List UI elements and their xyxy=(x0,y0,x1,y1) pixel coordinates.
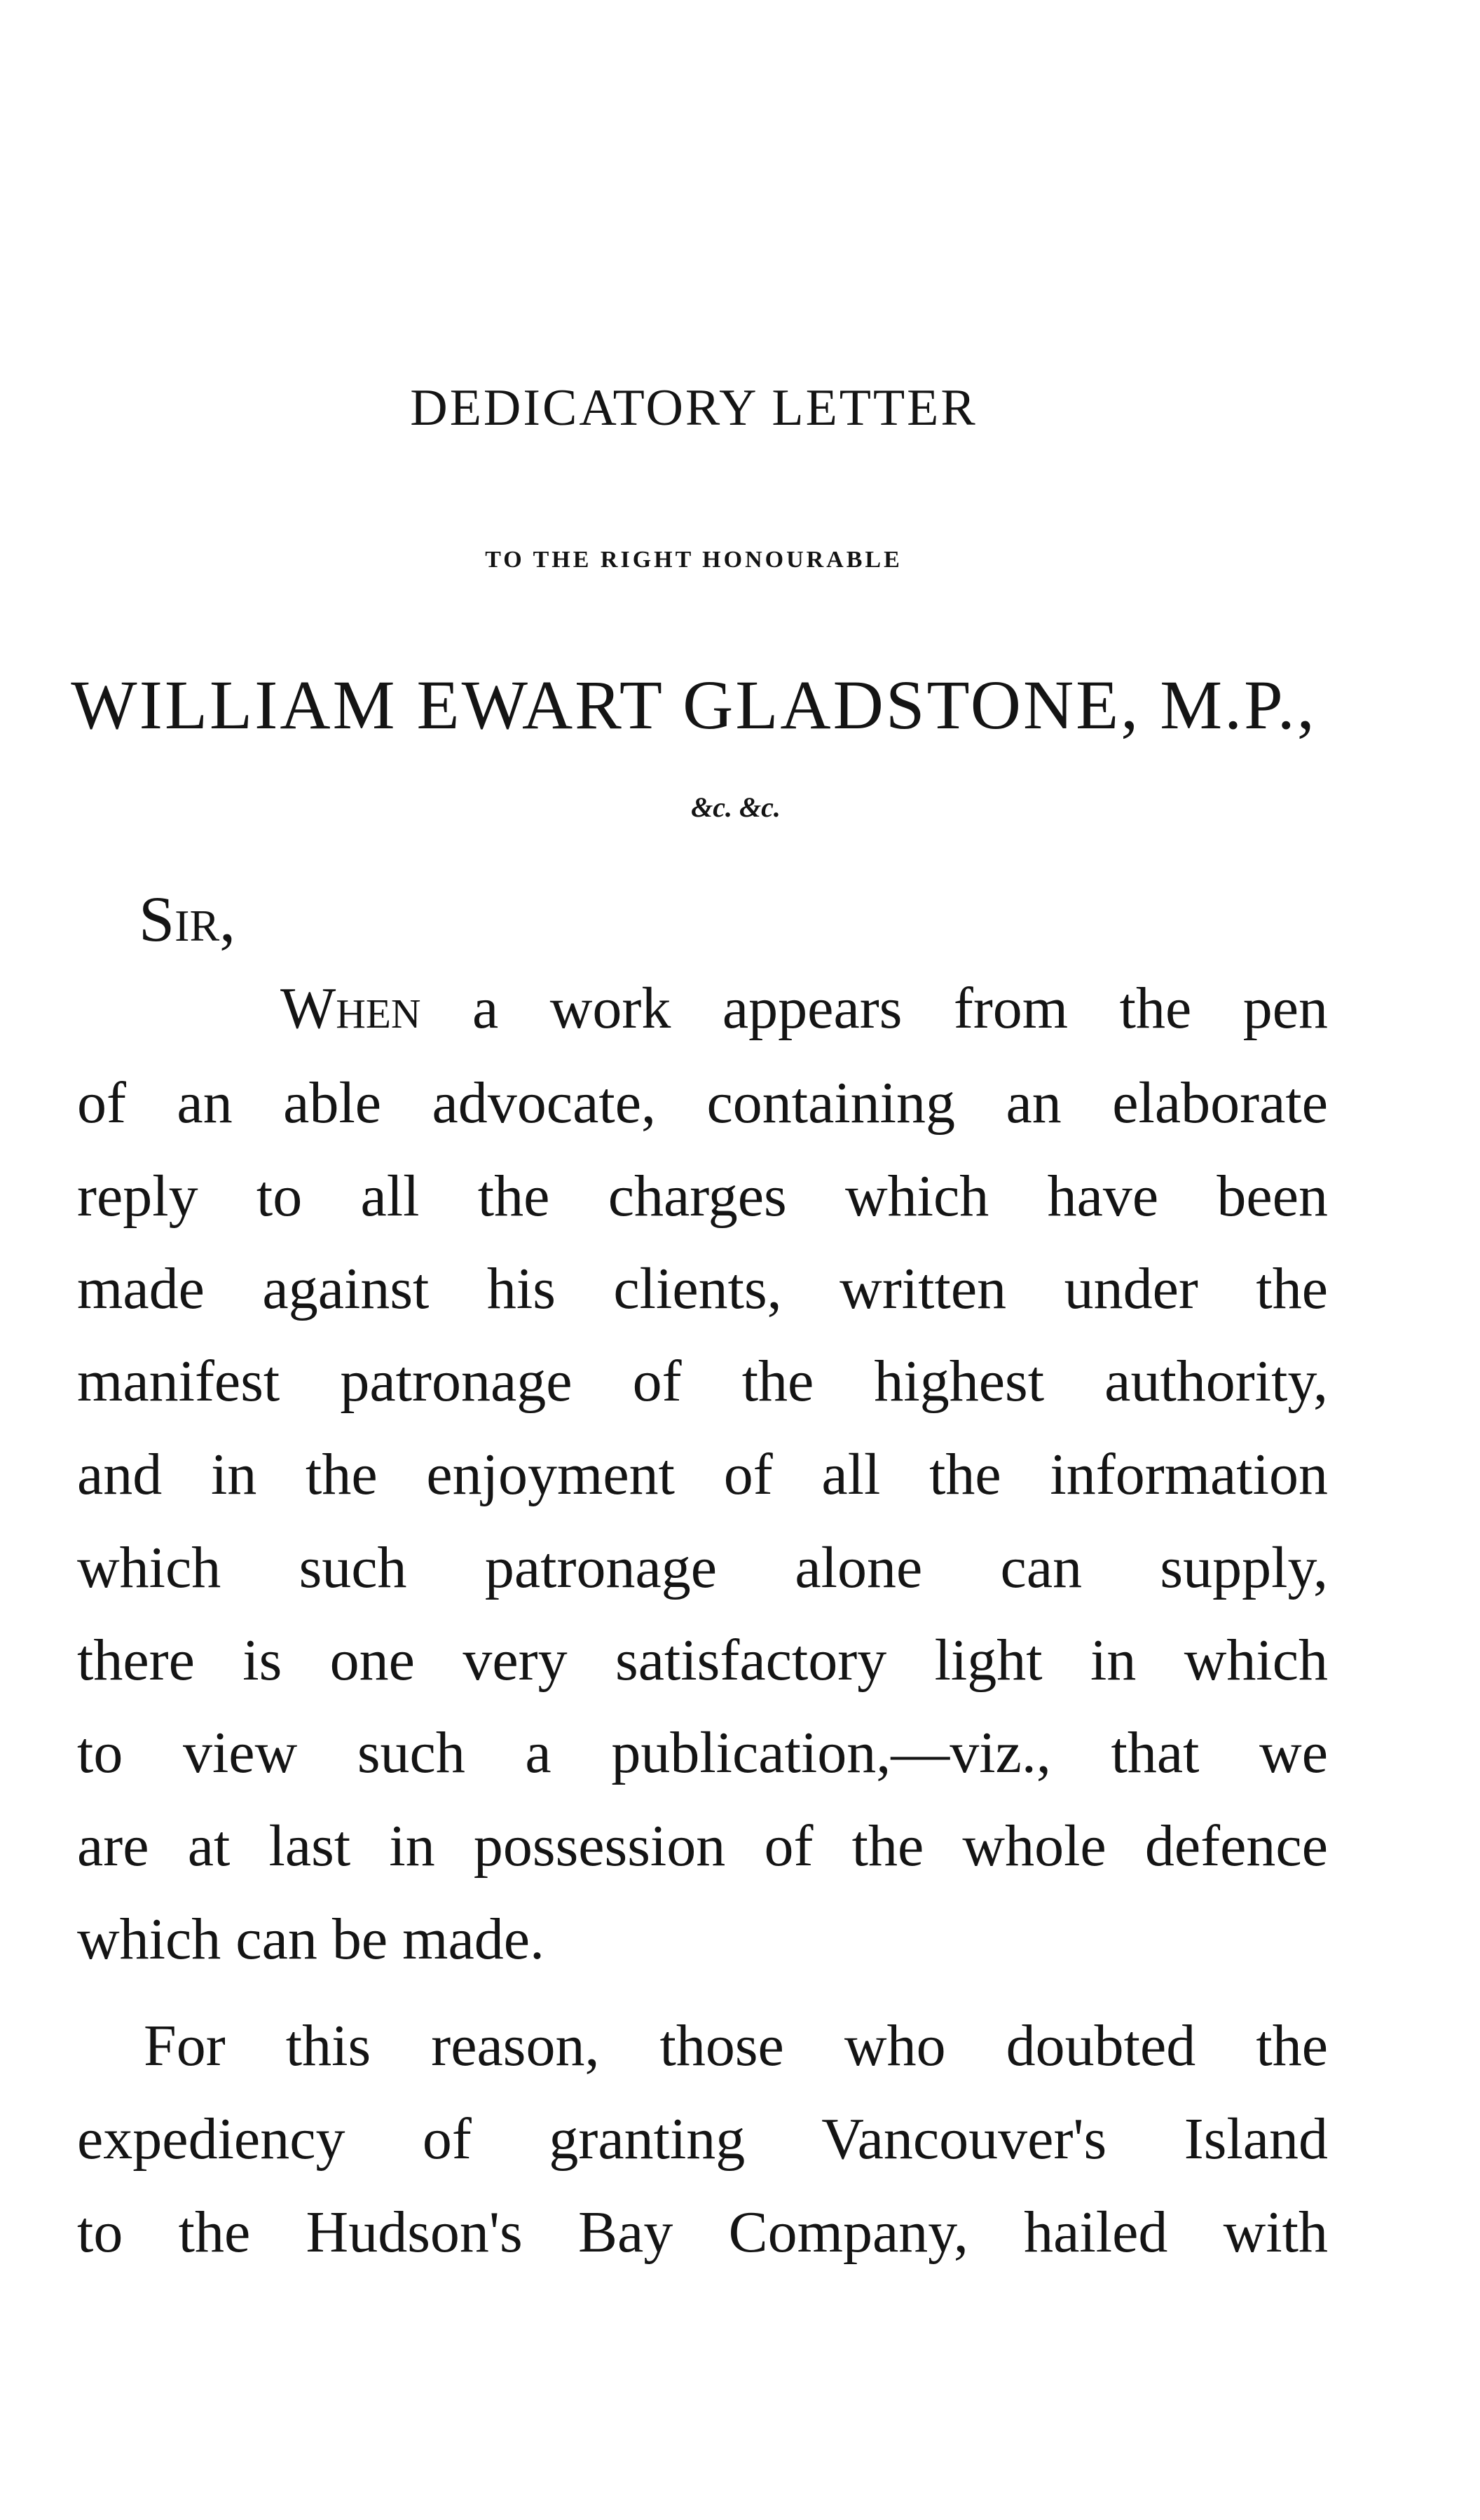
lead-word: When xyxy=(280,976,421,1041)
paragraph-line: to the Hudson's Bay Company, hailed with xyxy=(77,2200,1328,2265)
paragraph-line: and in the enjoyment of all the information xyxy=(77,1442,1328,1507)
paragraph-line: to view such a publication,—viz., that we xyxy=(77,1720,1328,1785)
et-cetera: &c. &c. xyxy=(691,791,781,823)
paragraph-line xyxy=(280,974,1328,1042)
line-text: a work appears from the pen xyxy=(420,976,1328,1041)
paragraph-line: there is one very satisfactory light in which xyxy=(77,1628,1328,1693)
page-title: DEDICATORY LETTER xyxy=(410,379,978,437)
paragraph-line: expediency of granting Vancouver's Island xyxy=(77,2106,1328,2172)
recipient-name: WILLIAM EWART GLADSTONE, M.P., xyxy=(71,666,1317,744)
paragraph-line: made against his clients, written under the xyxy=(77,1256,1328,1321)
paragraph-line: For this reason, those who doubted the xyxy=(144,2013,1328,2078)
paragraph-line: of an able advocate, containing an elaborate xyxy=(77,1070,1328,1136)
salutation: Sir, xyxy=(139,883,236,955)
dedication-subtitle: TO THE RIGHT HONOURABLE xyxy=(485,547,903,573)
paragraph-line: which such patronage alone can supply, xyxy=(77,1535,1328,1600)
paragraph-line: are at last in possession of the whole defence xyxy=(77,1813,1328,1879)
paragraph-line: which can be made. xyxy=(77,1907,545,1972)
paragraph-line: reply to all the charges which have been xyxy=(77,1164,1328,1229)
paragraph-line: manifest patronage of the highest authority, xyxy=(77,1349,1328,1414)
